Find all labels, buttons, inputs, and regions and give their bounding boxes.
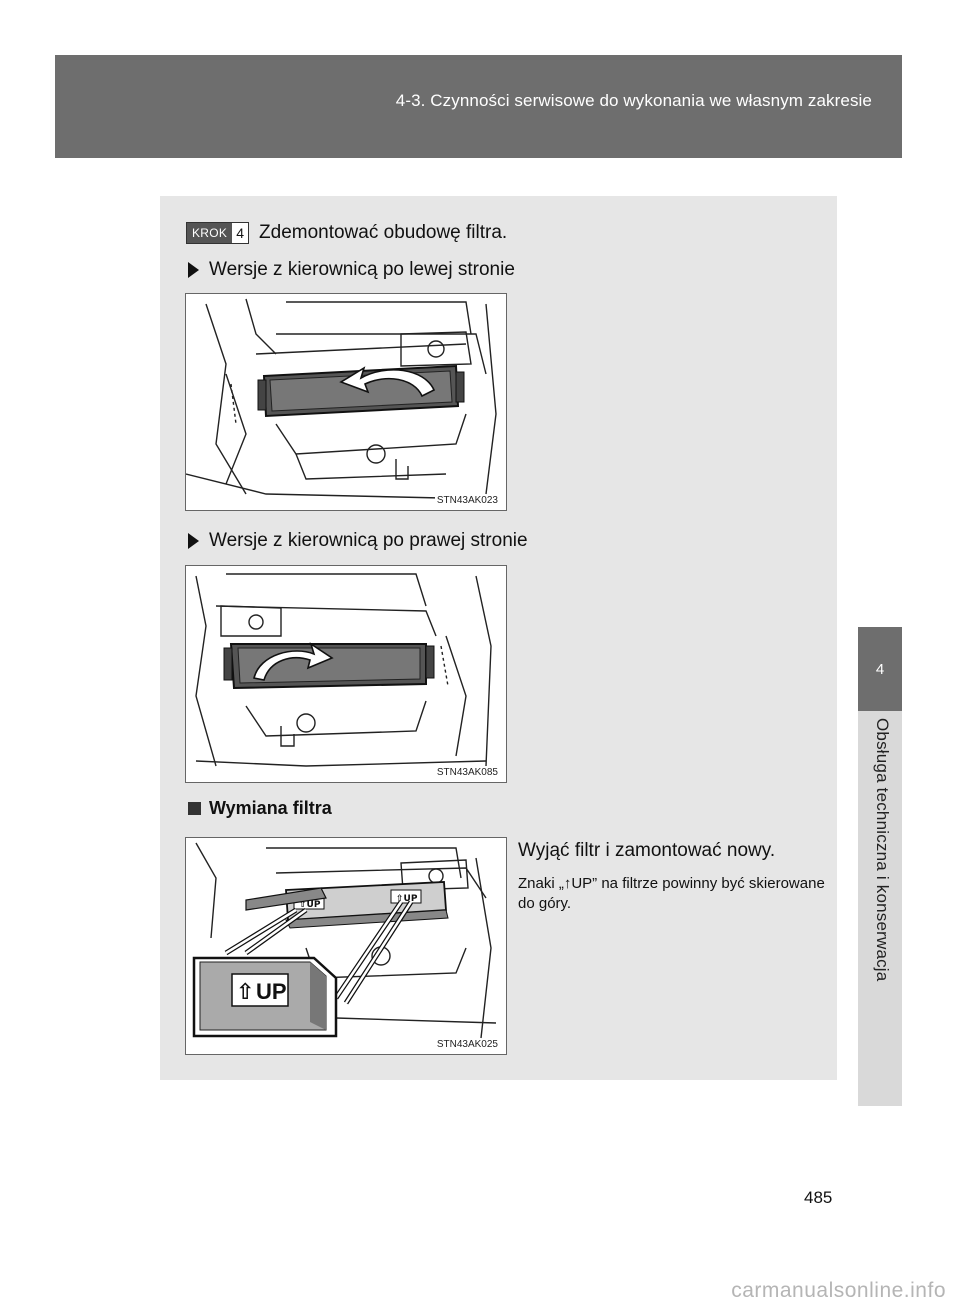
step-row [186, 222, 507, 244]
chapter-tab [858, 627, 902, 711]
figure-code: STN43AK085 [436, 767, 498, 778]
filter-up-marking: UP [256, 979, 287, 1004]
variant-left-text: Wersje z kierownicą po lewej stronie [209, 259, 515, 280]
replacement-heading-row [188, 798, 332, 819]
variant-left-label [188, 259, 515, 281]
triangle-bullet-icon [188, 262, 199, 278]
figure-code: STN43AK025 [436, 1039, 498, 1050]
page-number: 485 [804, 1188, 833, 1207]
step-badge-label: KROK [187, 223, 232, 243]
header-bar [55, 55, 902, 158]
figure-lhd [185, 293, 507, 511]
svg-text:⇧UP: ⇧UP [299, 900, 321, 910]
watermark: carmanualsonline.info [731, 1279, 946, 1302]
variant-right-text: Wersje z kierownicą po prawej stronie [209, 530, 528, 551]
illustration-lhd [186, 294, 506, 510]
chapter-number: 4 [875, 661, 885, 678]
figure-code: STN43AK023 [436, 495, 498, 506]
square-bullet-icon [188, 802, 201, 815]
svg-text:⇧UP: ⇧UP [396, 894, 418, 904]
illustration-filter [186, 838, 506, 1054]
chapter-label: Obsługa techniczna i konserwacja [873, 718, 892, 982]
step-badge [186, 222, 249, 244]
svg-text:⇧: ⇧ [236, 980, 255, 1005]
figure-filter [185, 837, 507, 1055]
replacement-note: Znaki „↑UP” na filtrze powinny być skierowane do góry. [518, 875, 825, 912]
step-text: Zdemontować obudowę filtra. [259, 222, 508, 243]
step-badge-number: 4 [232, 223, 248, 243]
illustration-rhd [186, 566, 506, 782]
variant-right-label [188, 530, 528, 552]
content-box [160, 196, 837, 1080]
triangle-bullet-icon [188, 533, 199, 549]
figure-rhd [185, 565, 507, 783]
replacement-heading: Wymiana filtra [209, 798, 332, 818]
replacement-instruction: Wyjąć filtr i zamontować nowy. [518, 840, 776, 861]
section-title: 4-3. Czynności serwisowe do wykonania we własnym zakresie [395, 91, 872, 110]
